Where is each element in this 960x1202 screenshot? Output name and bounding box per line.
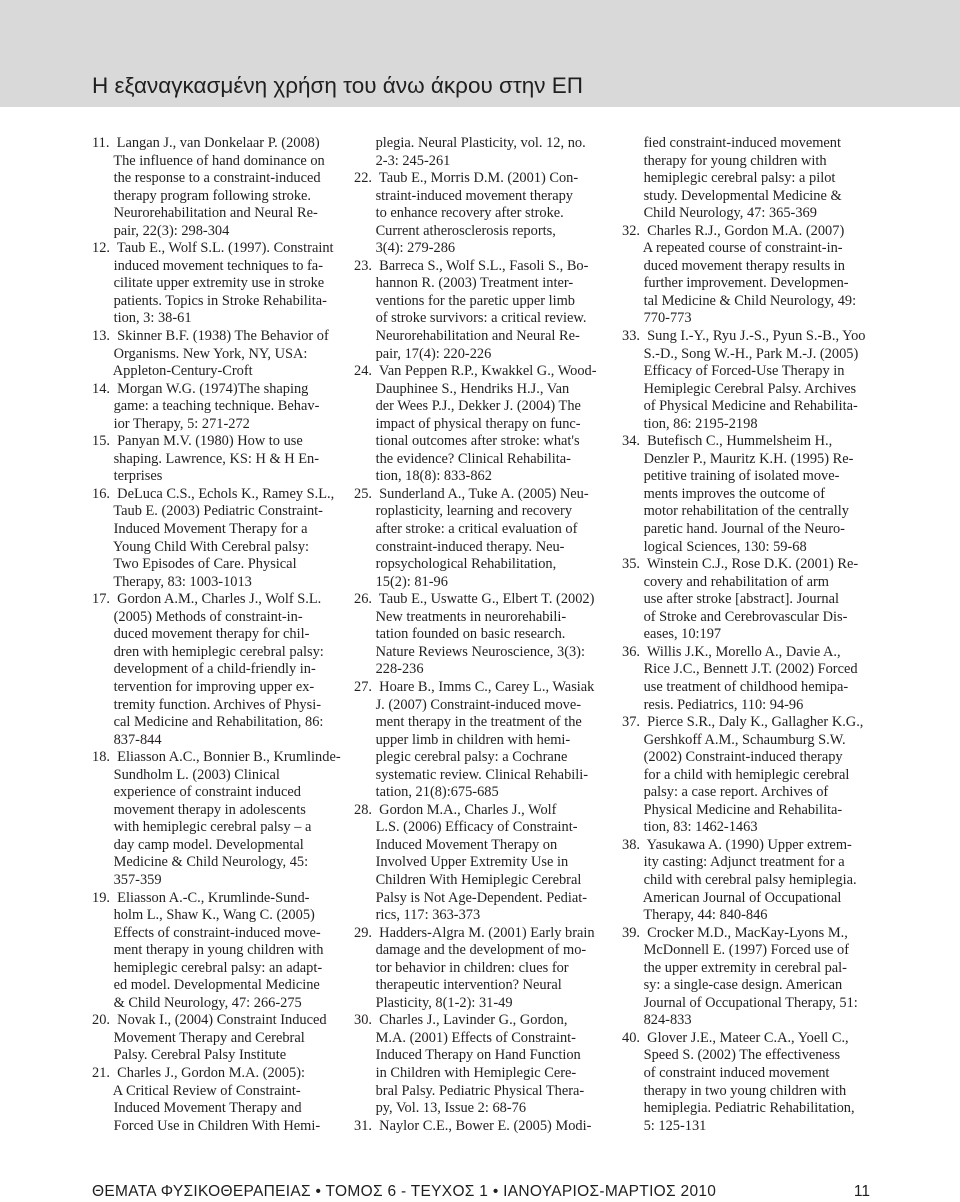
journal-footer: ΘΕΜΑΤΑ ΦΥΣΙΚΟΘΕΡΑΠΕΙΑΣ • ΤΟΜΟΣ 6 - ΤΕΥΧΟΣ 1 • ΙΑΝΟΥΑΡΙΟΣ-ΜΑΡΤΙΟΣ 2010 [92, 1183, 717, 1200]
references-column-2: plegia. Neural Plasticity, vol. 12, no. 2-3: 245-261 22. Taub E., Morris D.M. (2001) Con- straint-induced movement therapy to enhance recovery after stroke. Current atherosclerosis reports, 3(4): 279-286 23. Barreca S., Wolf S.L., Fasoli S., Bo- hannon R. (2003) Treatment inter- ventions for the paretic upper limb of stroke survivors: a critical review. Neurorehabilitation and Neural Re- pair, 17(4): 220-226 24. Van Peppen R.P., Kwakkel G., Wood- Dauphinee S., Hendriks H.J., Van der Wees P.J., Dekker J. (2004) The impact of physical therapy on func- tional outcomes after stroke: what's the evidence? Clinical Rehabilita- tion, 18(8): 833-862 25. Sunderland A., Tuke A. (2005) Neu- roplasticity, learning and recovery after stroke: a critical evaluation of constraint-induced therapy. Neu- ropsychological Rehabilitation, 15(2): 81-96 26. Taub E., Uswatte G., Elbert T. (2002) New treatments in neurorehabili- tation founded on basic research. Nature Reviews Neuroscience, 3(3): 228-236 27. Hoare B., Imms C., Carey L., Wasiak J. (2007) Constraint-induced move- ment therapy in the treatment of the upper limb in children with hemi- plegic cerebral palsy: a Cochrane systematic review. Clinical Rehabili- tation, 21(8):675-685 28. Gordon M.A., Charles J., Wolf L.S. (2006) Efficacy of Constraint- Induced Movement Therapy on Involved Upper Extremity Use in Children With Hemiplegic Cerebral Palsy is Not Age-Dependent. Pediat- rics, 117: 363-373 29. Hadders-Algra M. (2001) Early brain damage and the development of mo- tor behavior in children: clues for therapeutic intervention? Neural Plasticity, 8(1-2): 31-49 30. Charles J., Lavinder G., Gordon, M.A. (2001) Effects of Constraint- Induced Therapy on Hand Function in Children with Hemiplegic Cere- bral Palsy. Pediatric Physical Thera- py, Vol. 13, Issue 2: 68-76 31. Naylor C.E., Bower E. (2005) Modi- [354, 135, 597, 1134]
references-column-1: 11. Langan J., van Donkelaar P. (2008) The influence of hand dominance on the response to a constraint-induced therapy program following stroke. Neurorehabilitation and Neural Re- pair, 22(3): 298-304 12. Taub E., Wolf S.L. (1997). Constraint induced movement techniques to fa- cilitate upper extremity use in stroke patients. Topics in Stroke Rehabilita- tion, 3: 38-61 13. Skinner B.F. (1938) The Behavior of Organisms. New York, NY, USA: Appleton-Century-Croft 14. Morgan W.G. (1974)The shaping game: a teaching technique. Behav- ior Therapy, 5: 271-272 15. Panyan M.V. (1980) How to use shaping. Lawrence, KS: H & H En- terprises 16. DeLuca C.S., Echols K., Ramey S.L., Taub E. (2003) Pediatric Constraint- Induced Movement Therapy for a Young Child With Cerebral palsy: Two Episodes of Care. Physical Therapy, 83: 1003-1013 17. Gordon A.M., Charles J., Wolf S.L. (2005) Methods of constraint-in- duced movement therapy for chil- dren with hemiplegic cerebral palsy: development of a child-friendly in- tervention for improving upper ex- tremity function. Archives of Physi- cal Medicine and Rehabilitation, 86: 837-844 18. Eliasson A.C., Bonnier B., Krumlinde- Sundholm L. (2003) Clinical experience of constraint induced movement therapy in adolescents with hemiplegic cerebral palsy – a day camp model. Developmental Medicine & Child Neurology, 45: 357-359 19. Eliasson A.-C., Krumlinde-Sund- holm L., Shaw K., Wang C. (2005) Effects of constraint-induced move- ment therapy in young children with hemiplegic cerebral palsy: an adapt- ed model. Developmental Medicine & Child Neurology, 47: 266-275 20. Novak I., (2004) Constraint Induced Movement Therapy and Cerebral Palsy. Cerebral Palsy Institute 21. Charles J., Gordon M.A. (2005): A Critical Review of Constraint- Induced Movement Therapy and Forced Use in Children With Hemi- [92, 135, 341, 1134]
references-column-3: fied constraint-induced movement therapy for young children with hemiplegic cerebral palsy: a pilot study. Developmental Medicine & Child Neurology, 47: 365-369 32. Charles R.J., Gordon M.A. (2007) A repeated course of constraint-in- duced movement therapy results in further improvement. Developmen- tal Medicine & Child Neurology, 49: 770-773 33. Sung I.-Y., Ryu J.-S., Pyun S.-B., Yoo S.-D., Song W.-H., Park M.-J. (2005) Efficacy of Forced-Use Therapy in Hemiplegic Cerebral Palsy. Archives of Physical Medicine and Rehabilita- tion, 86: 2195-2198 34. Butefisch C., Hummelsheim H., Denzler P., Mauritz K.H. (1995) Re- petitive training of isolated move- ments improves the outcome of motor rehabilitation of the centrally paretic hand. Journal of the Neuro- logical Sciences, 130: 59-68 35. Winstein C.J., Rose D.K. (2001) Re- covery and rehabilitation of arm use after stroke [abstract]. Journal of Stroke and Cerebrovascular Dis- eases, 10:197 36. Willis J.K., Morello A., Davie A., Rice J.C., Bennett J.T. (2002) Forced use treatment of childhood hemipa- resis. Pediatrics, 110: 94-96 37. Pierce S.R., Daly K., Gallagher K.G., Gershkoff A.M., Schaumburg S.W. (2002) Constraint-induced therapy for a child with hemiplegic cerebral palsy: a case report. Archives of Physical Medicine and Rehabilita- tion, 83: 1462-1463 38. Yasukawa A. (1990) Upper extrem- ity casting: Adjunct treatment for a child with cerebral palsy hemiplegia. American Journal of Occupational Therapy, 44: 840-846 39. Crocker M.D., MacKay-Lyons M., McDonnell E. (1997) Forced use of the upper extremity in cerebral pal- sy: a single-case design. American Journal of Occupational Therapy, 51: 824-833 40. Glover J.E., Mateer C.A., Yoell C., Speed S. (2002) The effectiveness of constraint induced movement therapy in two young children with hemiplegia. Pediatric Rehabilitation, 5: 125-131 [622, 135, 866, 1134]
header-band [0, 0, 960, 107]
page-number: 11 [853, 1183, 870, 1200]
running-title: Η εξαναγκασμένη χρήση του άνω άκρου στην ΕΠ [92, 73, 584, 98]
